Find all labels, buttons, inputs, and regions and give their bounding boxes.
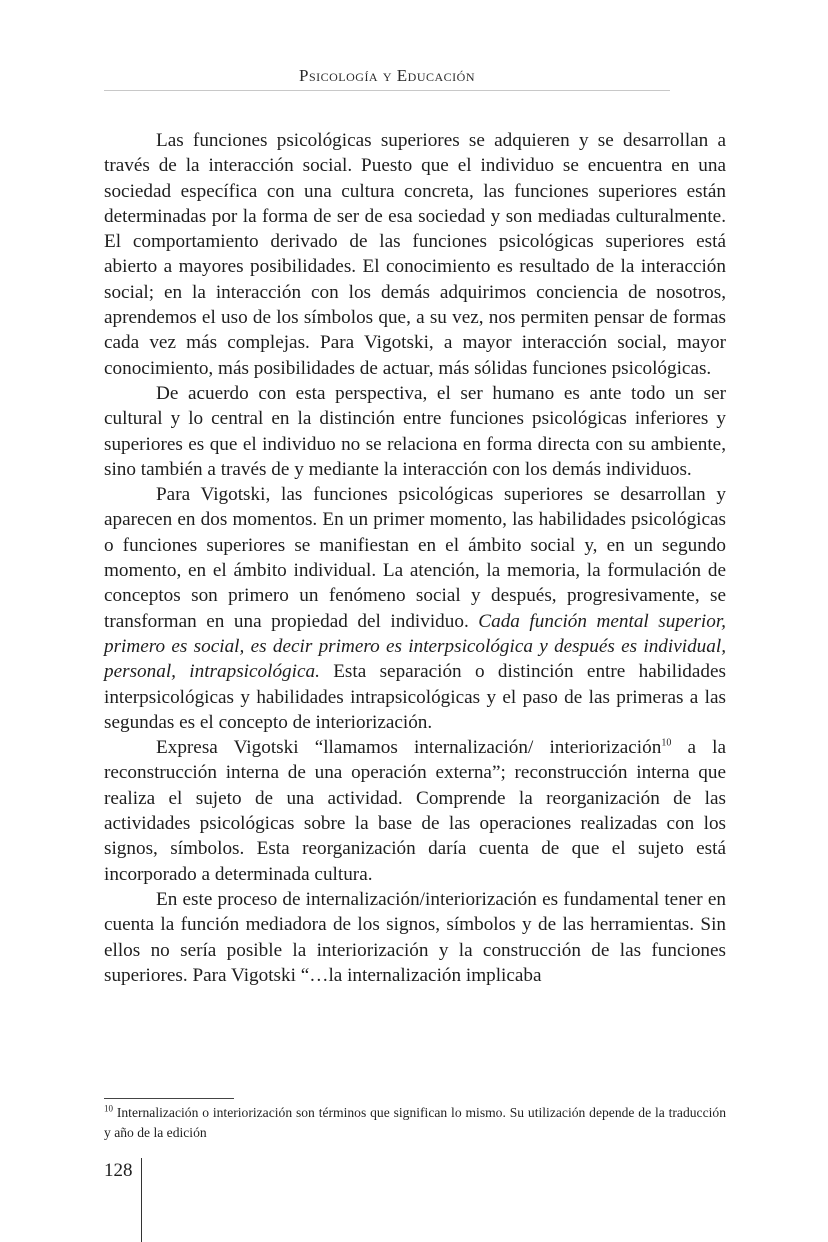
footnote-divider	[104, 1098, 234, 1099]
page-number: 128	[104, 1160, 133, 1181]
paragraph-4	[104, 735, 726, 887]
footnote-reference[interactable]: 10	[661, 737, 672, 749]
footnote	[104, 1103, 726, 1143]
page-number-bar	[141, 1158, 142, 1242]
header-divider	[104, 90, 670, 91]
paragraph-3-text-end: Esta separación o distinción entre habilidades interpsicológicas y habilidades intrapsicológicas y el paso de las primeras a las segundas es el concepto de interiorización.	[104, 661, 726, 733]
paragraph-4-text: Expresa Vigotski “llamamos internalización/ interiorización	[156, 737, 662, 759]
paragraph-1: Las funciones psicológicas superiores se adquieren y se desarrollan a través de la interacción social. Puesto que el individuo se encuentra en una sociedad específica con una cultura concreta, las funciones superiores están determinadas por la forma de ser de esa sociedad y son mediadas culturalmente. El comportamiento derivado de las funciones psicológicas superiores está abierto a mayores posibilidades. El conocimiento es resultado de la interacción social; en la interacción con los demás adquirimos conciencia de nosotros, aprendemos el uso de los símbolos que, a su vez, nos permiten pensar de formas cada vez más complejas. Para Vigotski, a mayor interacción social, mayor conocimiento, más posibilidades de actuar, más sólidas funciones psicológicas.	[104, 130, 726, 379]
running-header: Psicología y Educación	[298, 66, 475, 85]
paragraph-3-text: Para Vigotski, las funciones psicológicas superiores se desarrollan y aparecen en dos momentos. En un primer momento, las habilidades psicológicas o funciones superiores se manifiestan en el ámbito social y, en un segundo momento, en el ámbito individual. La atención, la memoria, la formulación de conceptos son primero un fenómeno social y después, progresivamente, se transforman en una propiedad del individuo.	[104, 484, 726, 632]
paragraph-2: De acuerdo con esta perspectiva, el ser humano es ante todo un ser cultural y lo central en la distinción entre funciones psicológicas inferiores y superiores es que el individuo no se relaciona en forma directa con su ambiente, sino también a través de y mediante la interacción con los demás individuos.	[104, 382, 726, 480]
italic-quote: Cada función mental superior, primero es social, es decir primero es interpsicológica y después es individual, personal, intrapsicológica.	[104, 610, 726, 683]
footnote-number: 10	[104, 1103, 113, 1114]
paragraph-4-text-end: a la reconstrucción interna de una operación externa”; reconstrucción interna que realiza el sujeto de una actividad. Comprende la reorganización de las actividades psicológicas sobre la base de las operaciones realizadas con los signos, símbolos. Esta reorganización daría cuenta de que el sujeto está incorporado a determinada cultura.	[104, 737, 726, 885]
body-text	[104, 128, 726, 988]
footnote-text: Internalización o interiorización son términos que significan lo mismo. Su utilización depende de la traducción y año de la edición	[104, 1105, 726, 1140]
paragraph-5: En este proceso de internalización/interiorización es fundamental tener en cuenta la función mediadora de los signos, símbolos y de las herramientas. Sin ellos no sería posible la interiorización y la construcción de las funciones superiores. Para Vigotski “…la internalización implicaba	[104, 888, 726, 986]
paragraph-3	[104, 482, 726, 735]
